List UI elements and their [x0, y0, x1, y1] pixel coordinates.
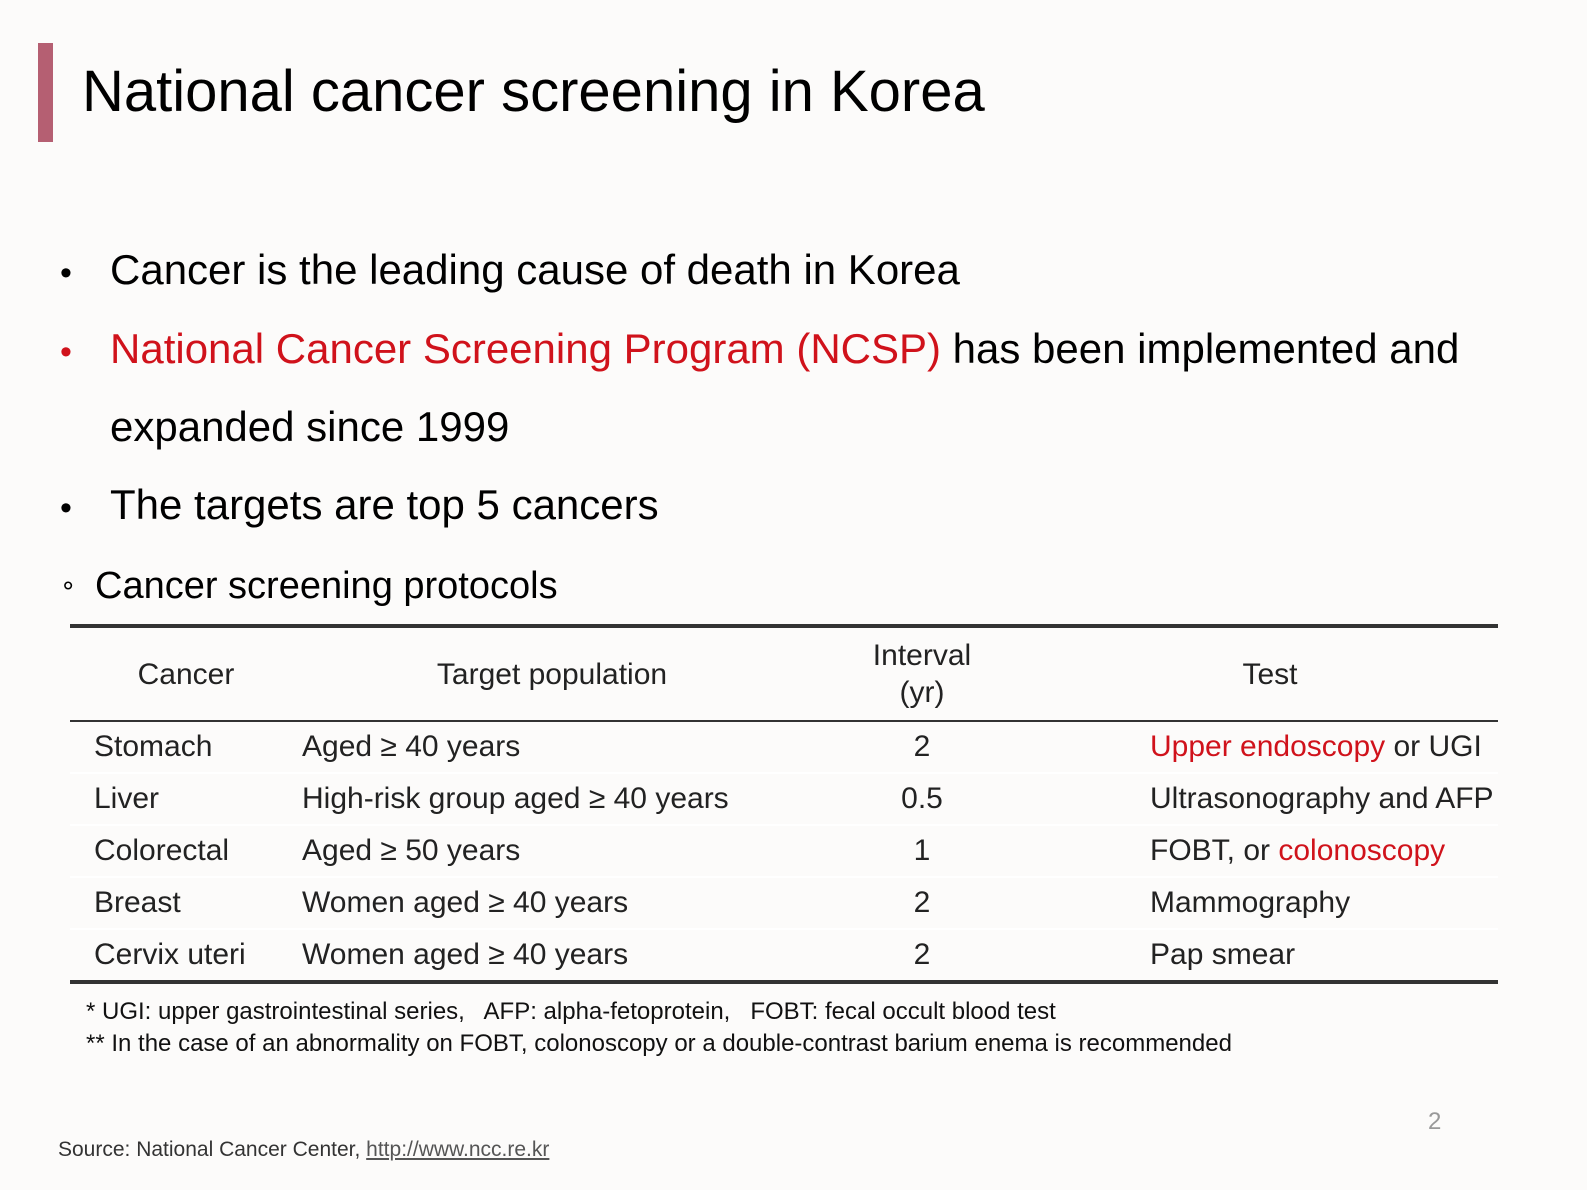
source-label: Source: National Cancer Center, [58, 1138, 367, 1161]
circle-bullet-icon: ∘ [60, 570, 77, 600]
slide-title: National cancer screening in Korea [82, 59, 985, 124]
table-row [70, 721, 1498, 773]
bullet-1 [60, 246, 960, 294]
header-interval: Interval (yr) [872, 639, 972, 709]
cell-test: FOBT, or colonoscopy [1042, 825, 1498, 877]
cell-cancer: Colorectal [70, 825, 302, 877]
cell-target: Women aged ≥ 40 years [302, 877, 802, 929]
table-row [70, 877, 1498, 929]
bullet-dot: • [60, 489, 72, 527]
sub-bullet-text: Cancer screening protocols [95, 565, 558, 607]
footnote-abbreviations: * UGI: upper gastrointestinal series, AFP: alpha-fetoprotein, FOBT: fecal occult blood test [86, 998, 1056, 1025]
header-target: Target population [436, 657, 668, 691]
cell-target: Aged ≥ 50 years [302, 825, 802, 877]
cell-test: Ultrasonography and AFP [1042, 773, 1498, 825]
table-row [70, 825, 1498, 877]
cell-test: Pap smear [1150, 938, 1296, 971]
cell-target: Women aged ≥ 40 years [302, 938, 629, 971]
bullet-2-continuation: expanded since 1999 [110, 403, 510, 450]
cell-interval: 2 [913, 938, 931, 971]
title-accent-bar [38, 43, 53, 142]
cell-cancer: Liver [70, 773, 302, 825]
page-number: 2 [1428, 1108, 1442, 1135]
cell-interval: 1 [802, 825, 1042, 877]
cell-target: High-risk group aged ≥ 40 years [302, 773, 802, 825]
sub-bullet [60, 565, 558, 608]
cell-cancer: Stomach [70, 721, 302, 773]
source-link[interactable]: http://www.ncc.re.kr [366, 1138, 550, 1161]
cell-interval: 0.5 [802, 773, 1042, 825]
header-test: Test [1242, 657, 1298, 691]
screening-protocol-table [70, 624, 1498, 984]
source-line [58, 1138, 549, 1162]
bullet-2 [60, 325, 1460, 373]
bullet-3 [60, 481, 659, 529]
footnote-fobt: ** In the case of an abnormality on FOBT, colonoscopy or a double-contrast barium enema is recommended [86, 1030, 1232, 1057]
table-header-row [70, 626, 1498, 721]
bullet-text: has been implemented and [941, 325, 1460, 372]
cell-target: Aged ≥ 40 years [302, 721, 802, 773]
ncsp-highlight: National Cancer Screening Program (NCSP) [110, 325, 941, 372]
table-row [70, 773, 1498, 825]
table-row [70, 929, 1498, 982]
cell-interval: 2 [802, 877, 1042, 929]
cell-cancer: Cervix uteri [94, 938, 246, 971]
cell-interval: 2 [802, 721, 1042, 773]
cell-cancer: Breast [70, 877, 302, 929]
bullet-dot: • [60, 254, 72, 292]
header-cancer: Cancer [137, 657, 235, 691]
bullet-text: Cancer is the leading cause of death in Korea [110, 246, 960, 293]
cell-test: Mammography [1042, 877, 1498, 929]
bullet-text: The targets are top 5 cancers [110, 481, 659, 528]
cell-test: Upper endoscopy or UGI [1042, 721, 1498, 773]
bullet-dot: • [60, 333, 72, 371]
